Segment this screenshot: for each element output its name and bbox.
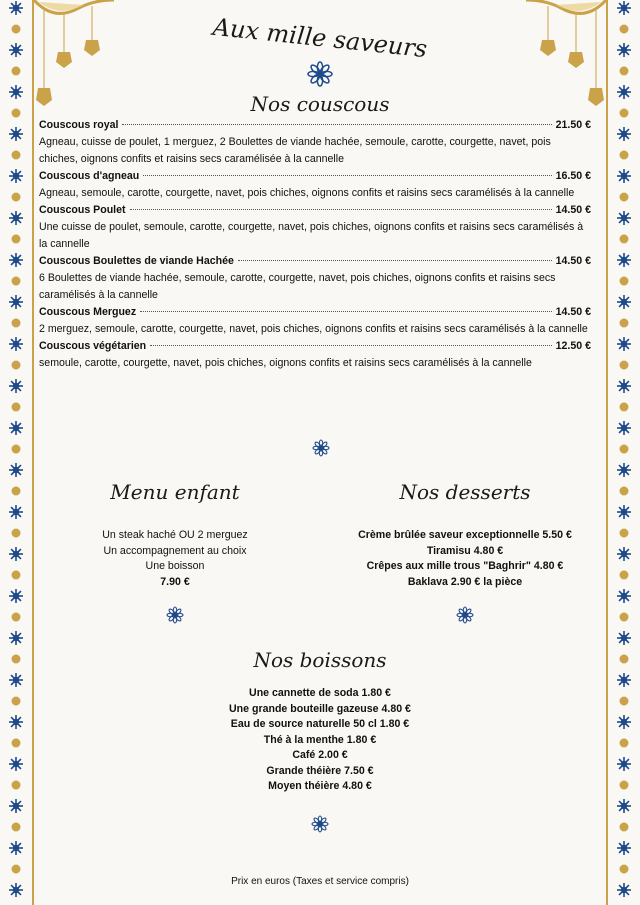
restaurant-name: Aux mille saveurs	[211, 12, 429, 64]
right-border-ornament	[606, 0, 640, 905]
drink-line: Grande théière 7.50 €	[266, 764, 374, 777]
blue-flower-divider-icon	[454, 604, 476, 626]
menu-item-description: Agneau, semoule, carotte, courgette, navet, pois chiches, oignons confits et raisins secs caramélisés à la cannelle	[39, 187, 575, 199]
menu-item-price: 14.50 €	[555, 204, 591, 216]
menu-item-price: 14.50 €	[555, 306, 591, 318]
couscous-section-title: Nos couscous	[250, 92, 390, 116]
dessert-line: Tiramisu 4.80 €	[426, 544, 504, 557]
menu-item-price: 16.50 €	[555, 170, 591, 182]
drink-line: Eau de source naturelle 50 cl 1.80 €	[230, 718, 410, 730]
blue-flower-divider-icon	[309, 813, 331, 835]
menu-item-description: semoule, carotte, courgette, navet, pois chiches, oignons confits et raisins secs caramélisés à la cannelle	[39, 357, 532, 369]
blue-flower-divider-icon	[164, 604, 186, 626]
drinks-title: Nos boissons	[253, 648, 387, 672]
border-pattern-icon	[608, 0, 640, 905]
price-footnote: Prix en euros (Taxes et service compris)	[231, 876, 409, 887]
desserts-title: Nos desserts	[399, 480, 531, 504]
couscous-menu-list	[39, 117, 591, 372]
drink-line: Une grande bouteille gazeuse 4.80 €	[229, 702, 411, 715]
menu-item-name: Couscous végétarien	[39, 340, 147, 352]
menu-item-name: Couscous Poulet	[39, 204, 126, 216]
menu-item	[39, 117, 591, 168]
menu-item-description: 6 Boulettes de viande hachée, semoule, carotte, courgette, navet, pois chiches, oignons confits et raisins secs caramélisés à la cannelle	[39, 272, 556, 301]
border-pattern-icon	[0, 0, 32, 905]
menu-item	[39, 304, 591, 338]
kids-menu-price: 7.90 €	[160, 575, 190, 588]
menu-item-name: Couscous Boulettes de viande Hachée	[39, 255, 234, 267]
menu-item-description: Une cuisse de poulet, semoule, carotte, courgette, navet, pois chiches, oignons confits et raisins secs caramélisés à la cannelle	[39, 221, 584, 250]
kids-menu-title: Menu enfant	[110, 480, 240, 504]
menu-item	[39, 168, 591, 202]
menu-item-description: Agneau, cuisse de poulet, 1 merguez, 2 Boulettes de viande hachée, semoule, carotte, courgette, navet, pois chiches, oignons confits et raisins secs caramélisée à la cannelle	[39, 136, 551, 165]
blue-flower-divider-icon	[310, 437, 332, 459]
menu-item-price: 14.50 €	[555, 255, 591, 267]
left-border-ornament	[0, 0, 34, 905]
kids-menu-line: Un accompagnement au choix	[103, 544, 247, 557]
menu-item	[39, 338, 591, 372]
menu-item-price: 12.50 €	[555, 340, 591, 352]
drink-line: Thé à la menthe 1.80 €	[263, 733, 377, 746]
kids-menu-list	[55, 528, 295, 590]
menu-item-description: 2 merguez, semoule, carotte, courgette, navet, pois chiches, oignons confits et raisins secs caramélisés à la cannelle	[39, 323, 588, 335]
drink-line: Café 2.00 €	[292, 749, 348, 761]
menu-item-name: Couscous Merguez	[39, 306, 137, 318]
drink-line: Moyen théière 4.80 €	[268, 780, 372, 792]
kids-menu-line: Une boisson	[145, 560, 205, 572]
drinks-list	[170, 686, 470, 795]
menu-item-name: Couscous royal	[39, 119, 119, 131]
dessert-line: Crêpes aux mille trous "Baghrir" 4.80 €	[366, 560, 564, 572]
kids-menu-line: Un steak haché OU 2 merguez	[102, 529, 248, 541]
dessert-line: Crème brûlée saveur exceptionnelle 5.50 €	[358, 529, 572, 541]
drink-line: Une cannette de soda 1.80 €	[249, 687, 391, 699]
menu-item-name: Couscous d'agneau	[39, 170, 140, 182]
menu-item	[39, 202, 591, 253]
blue-flower-ornament-icon	[306, 60, 334, 88]
menu-item-price: 21.50 €	[555, 119, 591, 131]
dessert-line: Baklava 2.90 € la pièce	[407, 575, 523, 588]
desserts-list	[330, 528, 600, 590]
menu-item	[39, 253, 591, 304]
